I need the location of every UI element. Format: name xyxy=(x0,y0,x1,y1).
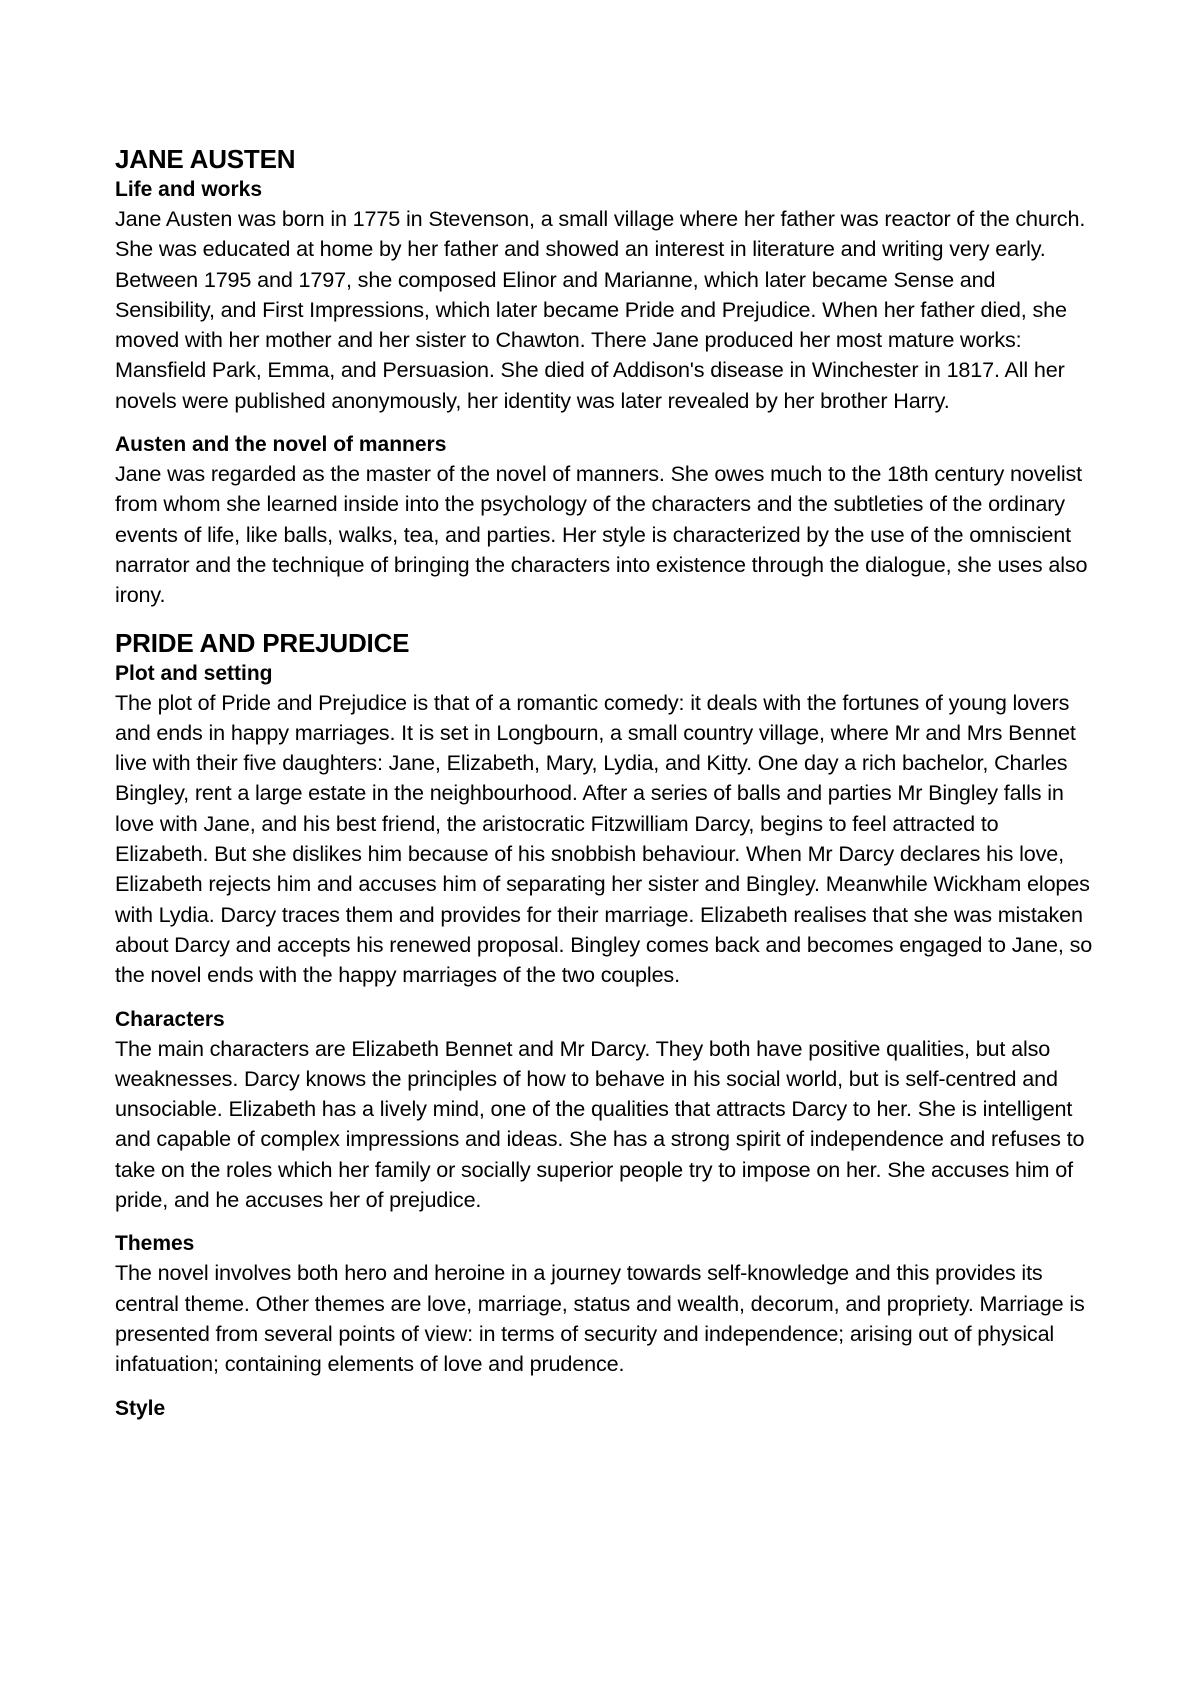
spacer xyxy=(115,416,1095,430)
subheading-characters: Characters xyxy=(115,1007,225,1031)
paragraph-themes: The novel involves both hero and heroine in a journey towards self-knowledge and this provides its central theme. Other themes are love, marriage, status and wealth, decorum, and propriety. Marriage is presented from several points of view: in terms of security and independence; arising out of physical infatuation; containing elements of love and prudence. xyxy=(115,1260,1085,1377)
subheading-style: Style xyxy=(115,1396,166,1420)
paragraph-plot-and-setting: The plot of Pride and Prejudice is that of a romantic comedy: it deals with the fortunes of young lovers and ends in happy marriages. It is set in Longbourn, a small country village, where Mr and Mrs Bennet live with their five daughters: Jane, Elizabeth, Mary, Lydia, and Kitty. One day a rich bachelor, Charles Bingley, rent a large estate in the neighbourhood. After a series of balls and parties Mr Bingley falls in love with Jane, and his best friend, the aristocratic Fitzwilliam Darcy, begins to feel attracted to Elizabeth. But she dislikes him because of his snobbish behaviour. When Mr Darcy declares his love, Elizabeth rejects him and accuses him of separating her sister and Bingley. Meanwhile Wickham elopes with Lydia. Darcy traces them and provides for their marriage. Elizabeth realises that she was mistaken about Darcy and accepts his renewed proposal. Bingley comes back and becomes engaged to Jane, so the novel ends with the happy marriages of the two couples. xyxy=(115,689,1093,988)
section-title-jane-austen: JANE AUSTEN xyxy=(115,144,296,174)
section-title-pride-and-prejudice: PRIDE AND PREJUDICE xyxy=(115,627,410,658)
subheading-novel-of-manners: Austen and the novel of manners xyxy=(115,433,447,457)
spacer xyxy=(115,1380,1095,1394)
paragraph-characters: The main characters are Elizabeth Bennet and Mr Darcy. They both have positive qualities, but also weaknesses. Darcy knows the principles of how to behave in his social world, but is self-centred and unsociable. Elizabeth has a lively mind, one of the qualities that attracts Darcy to her. She is intelligent and capable of complex impressions and ideas. She has a strong spirit of independence and refuses to take on the roles which her family or socially superior people try to impose on her. She accuses him of pride, and he accuses her of prejudice. xyxy=(115,1035,1085,1213)
paragraph-novel-of-manners: Jane was regarded as the master of the novel of manners. She owes much to the 18th century novelist from whom she learned inside into the psychology of the characters and the subtleties of the ordinary events of life, like balls, walks, tea, and parties. Her style is characterized by the use of the omniscient narrator and the technique of bringing the characters into existence through the dialogue, she uses also irony. xyxy=(115,461,1088,608)
spacer xyxy=(115,611,1095,627)
document-page xyxy=(115,143,1095,1423)
spacer xyxy=(115,991,1095,1005)
subheading-plot-and-setting: Plot and setting xyxy=(115,661,273,685)
paragraph-life-and-works: Jane Austen was born in 1775 in Stevenson, a small village where her father was reactor of the church. She was educated at home by her father and showed an interest in literature and writing very early. Between 1795 and 1797, she composed Elinor and Marianne, which later became Sense and Sensibility, and First Impressions, which later became Pride and Prejudice. When her father died, she moved with her mother and her sister to Chawton. There Jane produced her most mature works: Mansfield Park, Emma, and Persuasion. She died of Addison's disease in Winchester in 1817. All her novels were published anonymously, her identity was later revealed by her brother Harry. xyxy=(115,206,1086,413)
subheading-themes: Themes xyxy=(115,1232,195,1256)
subheading-life-and-works: Life and works xyxy=(115,178,263,201)
spacer xyxy=(115,1215,1095,1229)
